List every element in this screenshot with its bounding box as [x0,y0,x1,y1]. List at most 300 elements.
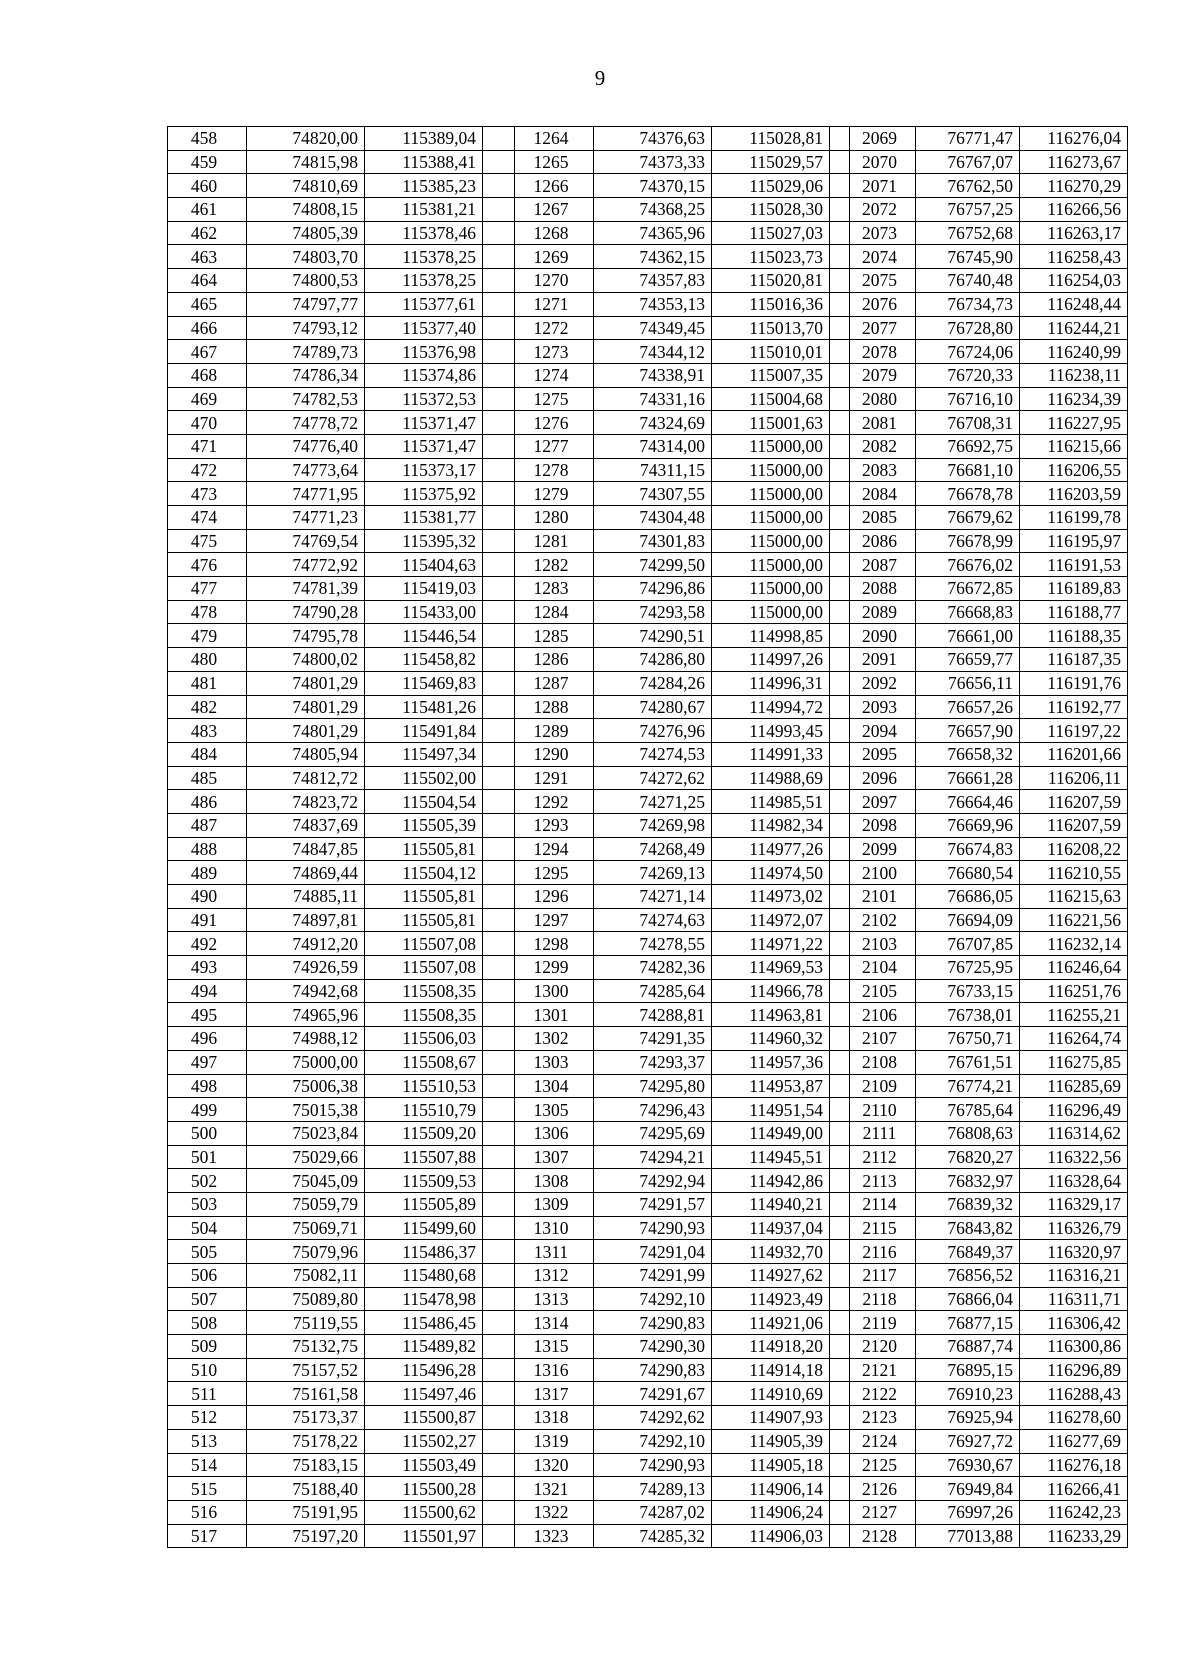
x-coordinate-cell: 74771,95 [247,482,365,506]
y-coordinate-cell: 116316,21 [1020,1264,1128,1288]
y-coordinate-cell: 116275,85 [1020,1050,1128,1074]
point-number-cell: 491 [168,908,247,932]
x-coordinate-cell: 74295,69 [594,1121,712,1145]
y-coordinate-cell: 116191,53 [1020,553,1128,577]
y-coordinate-cell: 116221,56 [1020,908,1128,932]
x-coordinate-cell: 74282,36 [594,956,712,980]
x-coordinate-cell: 74290,93 [594,1216,712,1240]
y-coordinate-cell: 116188,35 [1020,624,1128,648]
column-group-spacer [483,671,515,695]
point-number-cell: 2094 [850,719,916,743]
x-coordinate-cell: 74789,73 [247,340,365,364]
table-row [168,482,1128,506]
column-group-spacer [830,1311,850,1335]
column-group-spacer [483,269,515,293]
table-row [168,340,1128,364]
point-number-cell: 2100 [850,861,916,885]
column-group-spacer [830,174,850,198]
table-row [168,1050,1128,1074]
y-coordinate-cell: 114988,69 [712,766,830,790]
y-coordinate-cell: 114972,07 [712,908,830,932]
x-coordinate-cell: 74294,21 [594,1145,712,1169]
x-coordinate-cell: 75069,71 [247,1216,365,1240]
x-coordinate-cell: 74801,29 [247,671,365,695]
y-coordinate-cell: 116296,49 [1020,1098,1128,1122]
y-coordinate-cell: 114940,21 [712,1192,830,1216]
point-number-cell: 2099 [850,837,916,861]
point-number-cell: 515 [168,1477,247,1501]
point-number-cell: 2083 [850,458,916,482]
column-group-spacer [483,174,515,198]
point-number-cell: 1290 [515,742,594,766]
x-coordinate-cell: 74289,13 [594,1477,712,1501]
column-group-spacer [483,577,515,601]
point-number-cell: 1306 [515,1121,594,1145]
y-coordinate-cell: 115505,89 [365,1192,483,1216]
y-coordinate-cell: 115016,36 [712,292,830,316]
x-coordinate-cell: 74272,62 [594,766,712,790]
column-group-spacer [483,292,515,316]
point-number-cell: 477 [168,577,247,601]
column-group-spacer [830,411,850,435]
y-coordinate-cell: 116207,59 [1020,790,1128,814]
point-number-cell: 1297 [515,908,594,932]
column-group-spacer [830,885,850,909]
x-coordinate-cell: 74349,45 [594,316,712,340]
y-coordinate-cell: 115509,20 [365,1121,483,1145]
column-group-spacer [830,1121,850,1145]
y-coordinate-cell: 114960,32 [712,1027,830,1051]
table-row [168,245,1128,269]
point-number-cell: 2080 [850,387,916,411]
x-coordinate-cell: 74897,81 [247,908,365,932]
point-number-cell: 460 [168,174,247,198]
y-coordinate-cell: 116258,43 [1020,245,1128,269]
column-group-spacer [830,956,850,980]
column-group-spacer [483,742,515,766]
y-coordinate-cell: 116203,59 [1020,482,1128,506]
point-number-cell: 2091 [850,648,916,672]
x-coordinate-cell: 74362,15 [594,245,712,269]
column-group-spacer [830,316,850,340]
column-group-spacer [483,790,515,814]
point-number-cell: 1317 [515,1382,594,1406]
column-group-spacer [483,1098,515,1122]
point-number-cell: 1266 [515,174,594,198]
y-coordinate-cell: 114907,93 [712,1406,830,1430]
point-number-cell: 2127 [850,1500,916,1524]
x-coordinate-cell: 76820,27 [916,1145,1020,1169]
y-coordinate-cell: 115507,88 [365,1145,483,1169]
x-coordinate-cell: 74376,63 [594,127,712,151]
y-coordinate-cell: 114918,20 [712,1335,830,1359]
y-coordinate-cell: 115481,26 [365,695,483,719]
point-number-cell: 490 [168,885,247,909]
y-coordinate-cell: 116266,41 [1020,1477,1128,1501]
point-number-cell: 1294 [515,837,594,861]
column-group-spacer [830,671,850,695]
y-coordinate-cell: 115028,30 [712,198,830,222]
point-number-cell: 1280 [515,506,594,530]
y-coordinate-cell: 114969,53 [712,956,830,980]
point-number-cell: 2121 [850,1358,916,1382]
x-coordinate-cell: 74268,49 [594,837,712,861]
x-coordinate-cell: 75173,37 [247,1406,365,1430]
column-group-spacer [830,506,850,530]
table-row [168,1406,1128,1430]
point-number-cell: 493 [168,956,247,980]
table-row [168,861,1128,885]
table-row [168,553,1128,577]
column-group-spacer [830,1003,850,1027]
x-coordinate-cell: 75059,79 [247,1192,365,1216]
point-number-cell: 1309 [515,1192,594,1216]
point-number-cell: 474 [168,506,247,530]
point-number-cell: 479 [168,624,247,648]
y-coordinate-cell: 115020,81 [712,269,830,293]
y-coordinate-cell: 116210,55 [1020,861,1128,885]
x-coordinate-cell: 76708,31 [916,411,1020,435]
y-coordinate-cell: 115478,98 [365,1287,483,1311]
y-coordinate-cell: 115500,62 [365,1500,483,1524]
column-group-spacer [830,790,850,814]
point-number-cell: 1322 [515,1500,594,1524]
y-coordinate-cell: 115374,86 [365,363,483,387]
point-number-cell: 492 [168,932,247,956]
x-coordinate-cell: 75197,20 [247,1524,365,1548]
x-coordinate-cell: 74357,83 [594,269,712,293]
point-number-cell: 2110 [850,1098,916,1122]
x-coordinate-cell: 75119,55 [247,1311,365,1335]
table-row [168,316,1128,340]
y-coordinate-cell: 115508,35 [365,979,483,1003]
column-group-spacer [830,813,850,837]
x-coordinate-cell: 74291,04 [594,1240,712,1264]
x-coordinate-cell: 74331,16 [594,387,712,411]
table-row [168,529,1128,553]
x-coordinate-cell: 75132,75 [247,1335,365,1359]
y-coordinate-cell: 115029,57 [712,150,830,174]
y-coordinate-cell: 116188,77 [1020,600,1128,624]
coordinates-table-body [168,127,1128,1548]
y-coordinate-cell: 115378,25 [365,269,483,293]
point-number-cell: 1320 [515,1453,594,1477]
x-coordinate-cell: 74803,70 [247,245,365,269]
table-row [168,813,1128,837]
x-coordinate-cell: 76694,09 [916,908,1020,932]
point-number-cell: 2082 [850,434,916,458]
y-coordinate-cell: 115375,92 [365,482,483,506]
x-coordinate-cell: 74292,10 [594,1287,712,1311]
point-number-cell: 508 [168,1311,247,1335]
column-group-spacer [830,695,850,719]
point-number-cell: 2072 [850,198,916,222]
x-coordinate-cell: 76664,46 [916,790,1020,814]
x-coordinate-cell: 76676,02 [916,553,1020,577]
column-group-spacer [483,1264,515,1288]
column-group-spacer [830,1500,850,1524]
x-coordinate-cell: 76733,15 [916,979,1020,1003]
x-coordinate-cell: 76674,83 [916,837,1020,861]
point-number-cell: 1311 [515,1240,594,1264]
point-number-cell: 1267 [515,198,594,222]
point-number-cell: 507 [168,1287,247,1311]
y-coordinate-cell: 115000,00 [712,506,830,530]
table-row [168,1027,1128,1051]
y-coordinate-cell: 116266,56 [1020,198,1128,222]
column-group-spacer [483,1050,515,1074]
point-number-cell: 513 [168,1429,247,1453]
x-coordinate-cell: 74771,23 [247,506,365,530]
point-number-cell: 483 [168,719,247,743]
point-number-cell: 2071 [850,174,916,198]
point-number-cell: 1269 [515,245,594,269]
y-coordinate-cell: 116195,97 [1020,529,1128,553]
point-number-cell: 473 [168,482,247,506]
table-row [168,1192,1128,1216]
column-group-spacer [483,553,515,577]
table-row [168,127,1128,151]
table-row [168,1453,1128,1477]
column-group-spacer [830,1027,850,1051]
y-coordinate-cell: 115000,00 [712,458,830,482]
y-coordinate-cell: 116240,99 [1020,340,1128,364]
y-coordinate-cell: 115372,53 [365,387,483,411]
point-number-cell: 509 [168,1335,247,1359]
column-group-spacer [483,1121,515,1145]
x-coordinate-cell: 76738,01 [916,1003,1020,1027]
x-coordinate-cell: 74274,63 [594,908,712,932]
point-number-cell: 1281 [515,529,594,553]
table-row [168,506,1128,530]
column-group-spacer [830,1524,850,1548]
point-number-cell: 1277 [515,434,594,458]
column-group-spacer [830,269,850,293]
point-number-cell: 2114 [850,1192,916,1216]
y-coordinate-cell: 115504,54 [365,790,483,814]
x-coordinate-cell: 74926,59 [247,956,365,980]
y-coordinate-cell: 115480,68 [365,1264,483,1288]
column-group-spacer [830,1477,850,1501]
x-coordinate-cell: 76887,74 [916,1335,1020,1359]
x-coordinate-cell: 74290,30 [594,1335,712,1359]
x-coordinate-cell: 74365,96 [594,221,712,245]
y-coordinate-cell: 115499,60 [365,1216,483,1240]
x-coordinate-cell: 74288,81 [594,1003,712,1027]
column-group-spacer [483,719,515,743]
y-coordinate-cell: 114949,00 [712,1121,830,1145]
table-row [168,1074,1128,1098]
point-number-cell: 2102 [850,908,916,932]
column-group-spacer [830,1264,850,1288]
table-row [168,577,1128,601]
point-number-cell: 1279 [515,482,594,506]
table-row [168,221,1128,245]
point-number-cell: 2081 [850,411,916,435]
column-group-spacer [830,221,850,245]
y-coordinate-cell: 115433,00 [365,600,483,624]
column-group-spacer [483,245,515,269]
y-coordinate-cell: 115013,70 [712,316,830,340]
point-number-cell: 2117 [850,1264,916,1288]
y-coordinate-cell: 116191,76 [1020,671,1128,695]
x-coordinate-cell: 76657,90 [916,719,1020,743]
point-number-cell: 480 [168,648,247,672]
point-number-cell: 464 [168,269,247,293]
column-group-spacer [830,363,850,387]
x-coordinate-cell: 76668,83 [916,600,1020,624]
point-number-cell: 2112 [850,1145,916,1169]
point-number-cell: 2070 [850,150,916,174]
column-group-spacer [830,340,850,364]
x-coordinate-cell: 76856,52 [916,1264,1020,1288]
table-row [168,411,1128,435]
y-coordinate-cell: 116254,03 [1020,269,1128,293]
x-coordinate-cell: 75029,66 [247,1145,365,1169]
x-coordinate-cell: 74773,64 [247,458,365,482]
y-coordinate-cell: 115000,00 [712,434,830,458]
point-number-cell: 478 [168,600,247,624]
column-group-spacer [483,861,515,885]
x-coordinate-cell: 74291,99 [594,1264,712,1288]
x-coordinate-cell: 74287,02 [594,1500,712,1524]
column-group-spacer [483,198,515,222]
column-group-spacer [830,387,850,411]
point-number-cell: 1310 [515,1216,594,1240]
table-row [168,719,1128,743]
y-coordinate-cell: 116215,63 [1020,885,1128,909]
column-group-spacer [483,1074,515,1098]
y-coordinate-cell: 115028,81 [712,127,830,151]
y-coordinate-cell: 115510,53 [365,1074,483,1098]
table-row [168,600,1128,624]
column-group-spacer [483,1453,515,1477]
x-coordinate-cell: 76678,78 [916,482,1020,506]
point-number-cell: 1287 [515,671,594,695]
column-group-spacer [483,885,515,909]
y-coordinate-cell: 114910,69 [712,1382,830,1406]
y-coordinate-cell: 116326,79 [1020,1216,1128,1240]
table-row [168,956,1128,980]
table-row [168,1003,1128,1027]
x-coordinate-cell: 76832,97 [916,1169,1020,1193]
table-row [168,363,1128,387]
y-coordinate-cell: 115504,12 [365,861,483,885]
x-coordinate-cell: 76761,51 [916,1050,1020,1074]
point-number-cell: 471 [168,434,247,458]
y-coordinate-cell: 114997,26 [712,648,830,672]
column-group-spacer [483,648,515,672]
y-coordinate-cell: 115404,63 [365,553,483,577]
point-number-cell: 489 [168,861,247,885]
x-coordinate-cell: 76925,94 [916,1406,1020,1430]
table-row [168,434,1128,458]
column-group-spacer [483,340,515,364]
point-number-cell: 482 [168,695,247,719]
y-coordinate-cell: 115378,46 [365,221,483,245]
y-coordinate-cell: 114906,24 [712,1500,830,1524]
point-number-cell: 468 [168,363,247,387]
column-group-spacer [483,956,515,980]
y-coordinate-cell: 116187,35 [1020,648,1128,672]
y-coordinate-cell: 116192,77 [1020,695,1128,719]
x-coordinate-cell: 74276,96 [594,719,712,743]
table-row [168,292,1128,316]
x-coordinate-cell: 74280,67 [594,695,712,719]
point-number-cell: 503 [168,1192,247,1216]
column-group-spacer [483,411,515,435]
point-number-cell: 495 [168,1003,247,1027]
point-number-cell: 2111 [850,1121,916,1145]
y-coordinate-cell: 114942,86 [712,1169,830,1193]
x-coordinate-cell: 74290,51 [594,624,712,648]
x-coordinate-cell: 75161,58 [247,1382,365,1406]
column-group-spacer [483,932,515,956]
x-coordinate-cell: 74290,83 [594,1358,712,1382]
point-number-cell: 517 [168,1524,247,1548]
x-coordinate-cell: 76720,33 [916,363,1020,387]
point-number-cell: 476 [168,553,247,577]
y-coordinate-cell: 116251,76 [1020,979,1128,1003]
point-number-cell: 502 [168,1169,247,1193]
x-coordinate-cell: 75079,96 [247,1240,365,1264]
point-number-cell: 516 [168,1500,247,1524]
point-number-cell: 496 [168,1027,247,1051]
y-coordinate-cell: 115029,06 [712,174,830,198]
y-coordinate-cell: 115000,00 [712,553,830,577]
column-group-spacer [483,387,515,411]
point-number-cell: 2089 [850,600,916,624]
column-group-spacer [483,1240,515,1264]
point-number-cell: 1301 [515,1003,594,1027]
point-number-cell: 1318 [515,1406,594,1430]
point-number-cell: 2073 [850,221,916,245]
y-coordinate-cell: 115497,34 [365,742,483,766]
x-coordinate-cell: 76774,21 [916,1074,1020,1098]
y-coordinate-cell: 115007,35 [712,363,830,387]
table-row [168,790,1128,814]
y-coordinate-cell: 114994,72 [712,695,830,719]
point-number-cell: 1278 [515,458,594,482]
column-group-spacer [483,150,515,174]
x-coordinate-cell: 74314,00 [594,434,712,458]
y-coordinate-cell: 114963,81 [712,1003,830,1027]
point-number-cell: 510 [168,1358,247,1382]
y-coordinate-cell: 114914,18 [712,1358,830,1382]
point-number-cell: 2103 [850,932,916,956]
y-coordinate-cell: 116306,42 [1020,1311,1128,1335]
x-coordinate-cell: 74291,67 [594,1382,712,1406]
table-row [168,624,1128,648]
y-coordinate-cell: 116238,11 [1020,363,1128,387]
point-number-cell: 1288 [515,695,594,719]
x-coordinate-cell: 76669,96 [916,813,1020,837]
x-coordinate-cell: 74301,83 [594,529,712,553]
y-coordinate-cell: 115000,00 [712,577,830,601]
y-coordinate-cell: 115027,03 [712,221,830,245]
y-coordinate-cell: 116242,23 [1020,1500,1128,1524]
point-number-cell: 500 [168,1121,247,1145]
x-coordinate-cell: 76728,80 [916,316,1020,340]
y-coordinate-cell: 116234,39 [1020,387,1128,411]
x-coordinate-cell: 74344,12 [594,340,712,364]
point-number-cell: 487 [168,813,247,837]
y-coordinate-cell: 115446,54 [365,624,483,648]
y-coordinate-cell: 115502,27 [365,1429,483,1453]
y-coordinate-cell: 114996,31 [712,671,830,695]
point-number-cell: 2096 [850,766,916,790]
column-group-spacer [830,932,850,956]
